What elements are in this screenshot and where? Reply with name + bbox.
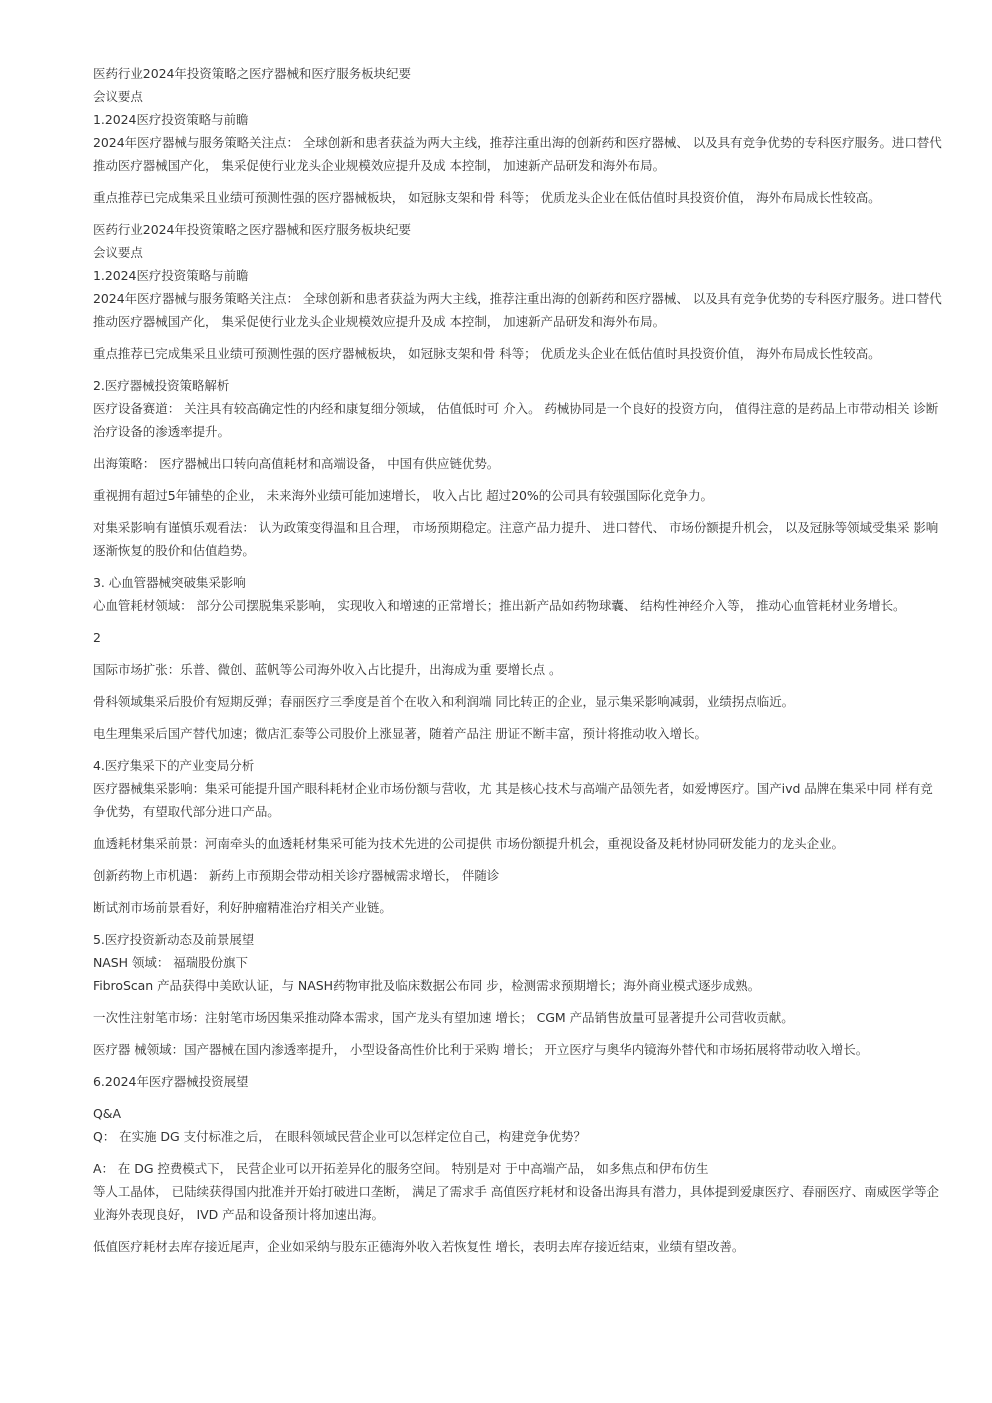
text-line: 等人工晶体， 已陆续获得国内批准并开始打破进口垄断， 满足了需求手 高值医疗耗材和设备出海具有潜力，具体提到爱康医疗、春丽医疗、南威医学等企业海外表现良好， IVD 产品和设备预计将加速出海。	[93, 1184, 939, 1222]
text-line: 会议要点	[93, 245, 143, 260]
text-line: 断试剂市场前景看好，利好肿瘤精准治疗相关产业链。	[93, 900, 392, 915]
text-line: 国际市场扩张：乐普、微创、蓝帆等公司海外收入占比提升，出海成为重 要增长点 。	[93, 662, 562, 677]
text-line: 医疗设备赛道： 关注具有较高确定性的内经和康复细分领域， 估值低时可 介入。 药械协同是一个良好的投资方向， 值得注意的是药品上市带动相关 诊断治疗设备的渗透率提升。	[93, 401, 939, 439]
text-line: 2024年医疗器械与服务策略关注点： 全球创新和患者获益为两大主线，推荐注重出海的创新药和医疗器械、 以及具有竞争优势的专科医疗服务。进口替代推动医疗器械国产化， 集采促使行业龙头企业规模效应提升及成 本控制， 加速新产品研发和海外布局。	[93, 135, 942, 173]
text-line: 血透耗材集采前景：河南牵头的血透耗材集采可能为技术先进的公司提供 市场份额提升机会，重视设备及耗材协同研发能力的龙头企业。	[93, 836, 844, 851]
text-line: 6.2024年医疗器械投资展望	[93, 1074, 249, 1089]
text-line: Q&A	[93, 1106, 121, 1121]
text-line: 低值医疗耗材去库存接近尾声，企业如采纳与股东正德海外收入若恢复性 增长，表明去库存接近结束，业绩有望改善。	[93, 1239, 745, 1254]
text-line: 创新药物上市机遇： 新药上市预期会带动相关诊疗器械需求增长， 伴随诊	[93, 868, 500, 883]
text-line: 2.医疗器械投资策略解析	[93, 378, 230, 393]
text-line: 重视拥有超过5年铺垫的企业， 未来海外业绩可能加速增长， 收入占比 超过20%的公司具有较强国际化竞争力。	[93, 488, 714, 503]
text-line: FibroScan 产品获得中美欧认证，与 NASH药物审批及临床数据公布同 步，检测需求预期增长；海外商业模式逐步成熟。	[93, 978, 761, 993]
text-line: 2	[93, 630, 101, 645]
text-line: 会议要点	[93, 89, 143, 104]
text-line: 1.2024医疗投资策略与前瞻	[93, 268, 249, 283]
text-line: 一次性注射笔市场：注射笔市场因集采推动降本需求，国产龙头有望加速 增长； CGM 产品销售放量可显著提升公司营收贡献。	[93, 1010, 794, 1025]
text-line: 出海策略： 医疗器械出口转向高值耗材和高端设备， 中国有供应链优势。	[93, 456, 500, 471]
text-line: 心血管耗材领域： 部分公司摆脱集采影响， 实现收入和增速的正常增长；推出新产品如药物球囊、 结构性神经介入等， 推动心血管耗材业务增长。	[93, 598, 906, 613]
text-line: 重点推荐已完成集采且业绩可预测性强的医疗器械板块， 如冠脉支架和骨 科等； 优质龙头企业在低估值时具投资价值， 海外布局成长性较高。	[93, 190, 881, 205]
document-page	[93, 62, 945, 1258]
text-line: 5.医疗投资新动态及前景展望	[93, 932, 255, 947]
text-line: 2024年医疗器械与服务策略关注点： 全球创新和患者获益为两大主线，推荐注重出海的创新药和医疗器械、 以及具有竞争优势的专科医疗服务。进口替代推动医疗器械国产化， 集采促使行业龙头企业规模效应提升及成 本控制， 加速新产品研发和海外布局。	[93, 291, 942, 329]
text-line: 3. 心血管器械突破集采影响	[93, 575, 246, 590]
text-line: 医药行业2024年投资策略之医疗器械和医疗服务板块纪要	[93, 66, 411, 81]
text-line: 重点推荐已完成集采且业绩可预测性强的医疗器械板块， 如冠脉支架和骨 科等； 优质龙头企业在低估值时具投资价值， 海外布局成长性较高。	[93, 346, 881, 361]
text-line: 电生理集采后国产替代加速；微店汇泰等公司股价上涨显著，随着产品注 册证不断丰富，预计将推动收入增长。	[93, 726, 707, 741]
text-line: Q： 在实施 DG 支付标准之后， 在眼科领域民营企业可以怎样定位自己，构建竞争优势？	[93, 1129, 586, 1144]
text-line: 4.医疗集采下的产业变局分析	[93, 758, 255, 773]
text-line: 对集采影响有谨慎乐观看法： 认为政策变得温和且合理， 市场预期稳定。注意产品力提升、 进口替代、 市场份额提升机会， 以及冠脉等领域受集采 影响逐渐恢复的股价和估值趋势。	[93, 520, 939, 558]
text-line: 骨科领域集采后股价有短期反弹；春丽医疗三季度是首个在收入和利润端 同比转正的企业，显示集采影响减弱，业绩拐点临近。	[93, 694, 795, 709]
text-line: A： 在 DG 控费模式下， 民营企业可以开拓差异化的服务空间。 特别是对 于中高端产品， 如多焦点和伊布仿生	[93, 1161, 709, 1176]
text-line: 医疗器 械领域：国产器械在国内渗透率提升， 小型设备高性价比利于采购 增长； 开立医疗与奥华内镜海外替代和市场拓展将带动收入增长。	[93, 1042, 869, 1057]
text-line: 1.2024医疗投资策略与前瞻	[93, 112, 249, 127]
text-line: NASH 领域： 福瑞股份旗下	[93, 955, 248, 970]
text-line: 医疗器械集采影响：集采可能提升国产眼科耗材企业市场份额与营收，尤 其是核心技术与高端产品领先者，如爱博医疗。国产ivd 品牌在集采中同 样有竞争优势，有望取代部分进口产品。	[93, 781, 933, 819]
text-line: 医药行业2024年投资策略之医疗器械和医疗服务板块纪要	[93, 222, 411, 237]
